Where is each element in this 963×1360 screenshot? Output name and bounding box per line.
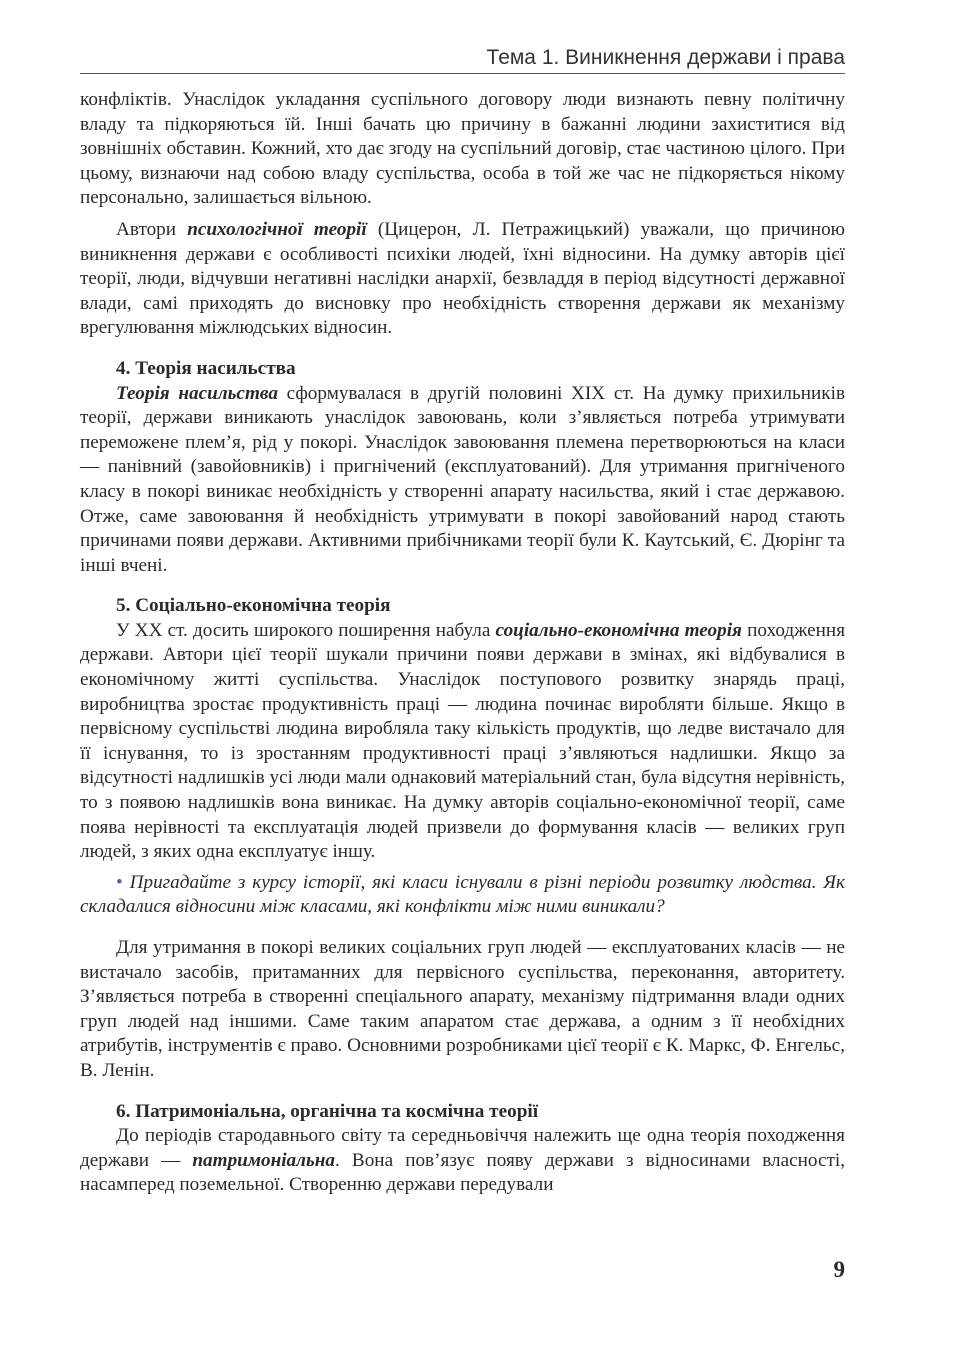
paragraph-text: До періодів стародавнього світу та середньовіччя належить ще одна теорія походження держави —: [80, 1125, 845, 1171]
paragraph-text: Автори: [116, 218, 188, 240]
paragraph-socio-economic-theory: [80, 619, 845, 865]
review-question-text: Пригадайте з курсу історії, які класи існували в різні періоди розвитку людства. Як складалися відносини між класами, які конфлікти між ними виникали?: [80, 871, 846, 918]
term-socio-economic-theory: соціально-економічна теорія: [495, 619, 742, 641]
running-header-title: Тема 1. Виникнення держави і права: [486, 46, 845, 69]
review-question: [80, 871, 845, 920]
page-number: 9: [833, 1257, 845, 1282]
bullet-icon: •: [116, 871, 123, 893]
page-body: [80, 88, 845, 1198]
header-divider: [80, 73, 845, 74]
paragraph-text: сформувалася в другій половині XIX ст. На думку прихильників теорії, держави виникають унаслідок завоювань, коли з’являється потреба утримувати переможене плем’я, рід у покорі. Унаслідок завоювання племена перетворюються на класи — панівний (завойовників) і пригнічений (експлуатований). Для утримання пригніченого класу в покорі виникає необхідність у створенні апарату насильства, який і стає державою. Отже, саме завоювання й необхідність утримувати в покорі завойований народ стають причинами появи держави. Активними прибічниками теорії були К. Каутський, Є. Дюрінг та інші вчені.: [80, 382, 846, 576]
term-psychological-theory: психологічної теорії: [187, 218, 367, 240]
section-heading-violence-theory: 4. Теорія насильства: [116, 357, 296, 379]
paragraph-class-apparatus: Для утримання в покорі великих соціальних груп людей — експлуатованих класів — не вистачало засобів, притаманних для первісного суспільства, переконання, авторитету. З’являється потреба в створенні спеціального апарату, механізму підтримання влади одних груп людей над іншими. Саме таким апаратом стає держава, а одним з її необхідних атрибутів, інструментів є право. Основними розробниками цієї теорії є К. Маркс, Ф. Енгельс, В. Ленін.: [80, 937, 845, 1081]
paragraph-social-contract: конфліктів. Унаслідок укладання суспільного договору люди визнають певну політичну владу та підкоряються їй. Інші бачать цю причину в бажанні людини захиститися від зовнішніх обставин. Кожний, хто дає згоду на суспільний договір, стає частиною цілого. При цьому, визнаючи над собою владу суспільства, особа в той же час не підкоряється нікому персонально, залишається вільною.: [80, 89, 845, 209]
paragraph-text: У XX ст. досить широкого поширення набула: [116, 619, 496, 641]
term-violence-theory: Теорія насильства: [116, 382, 278, 404]
paragraph-text: . Вона пов’язує появу держави з відносинами власності, насамперед поземельної. Створенню держави передували: [80, 1149, 845, 1196]
paragraph-psychological-theory: [80, 218, 845, 341]
section-heading-patrimonial-theory: 6. Патримоніальна, органічна та космічна теорії: [116, 1100, 539, 1122]
section-heading-socio-economic-theory: 5. Соціально-економічна теорія: [116, 595, 391, 617]
paragraph-patrimonial-theory: [80, 1124, 845, 1198]
paragraph-violence-theory: [80, 382, 845, 579]
term-patrimonial-theory: патримоніальна: [192, 1149, 336, 1171]
paragraph-text: походження держави. Автори цієї теорії шукали причини появи держави в змінах, які відбувалися в економічному житті суспільства. Унаслідок поступового розвитку знарядь праці, виробництва зростає продуктивність праці — людина починає виробляти більше. Якщо в первісному суспільстві людина виробляла таку кількість продуктів, що ледве вистачало для її існування, то із зростанням продуктивності праці з’являються надлишки. Якщо за відсутності надлишків усі люди мали однаковий матеріальний стан, була відсутня нерівність, то з появою надлишків вона виникає. На думку авторів соціально-економічної теорії, саме поява нерівності та експлуатація людей призвели до формування класів — великих груп людей, з яких одна експлуатує іншу.: [80, 619, 846, 863]
paragraph-text: (Цицерон, Л. Петражицький) уважали, що причиною виникнення держави є особливості психіки людей, їхні відносини. На думку авторів цієї теорії, люди, відчувши негативні наслідки анархії, безвладдя в період відсутності державної влади, самі приходять до висновку про необхідність створення держави як механізму врегулювання міжлюдських відносин.: [80, 218, 845, 339]
